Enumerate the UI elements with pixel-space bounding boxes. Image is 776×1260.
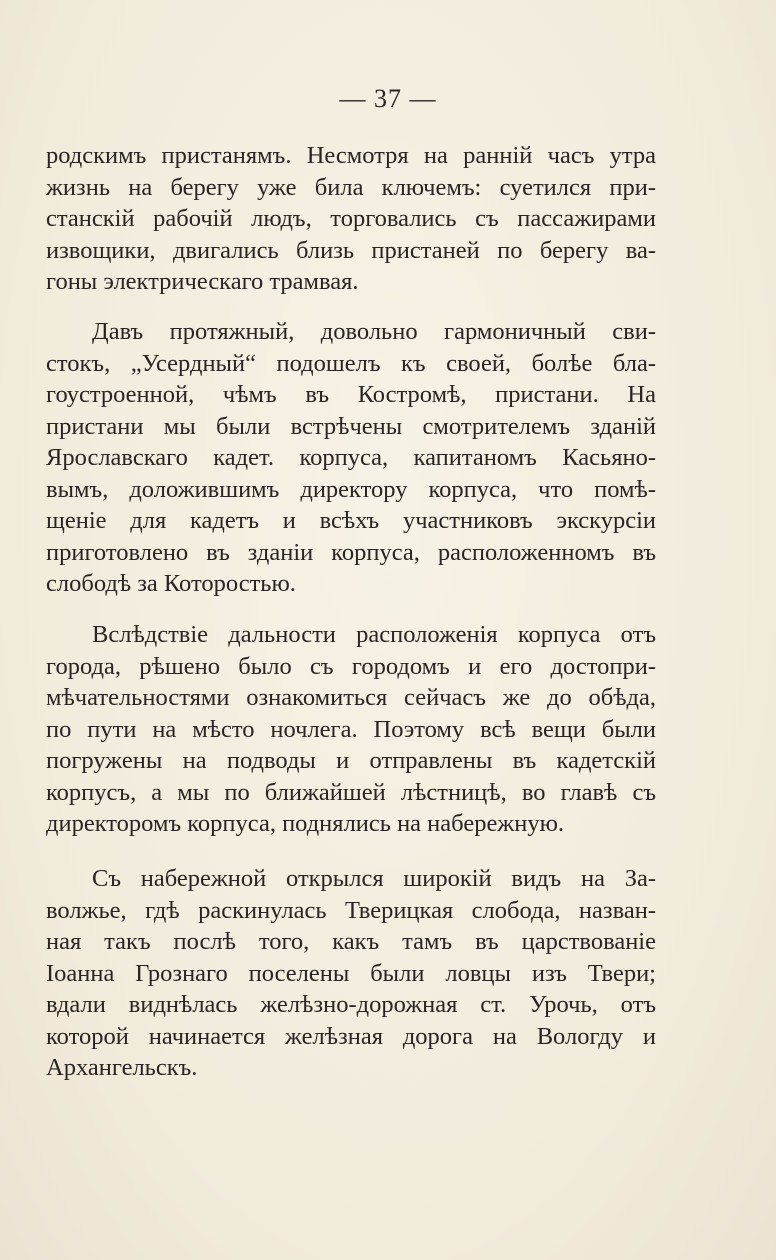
text-line: щенiе для кадетъ и всѣхъ участниковъ экскурсiи	[46, 507, 656, 534]
text-line: которой начинается желѣзная дорога на Вологду и	[46, 1022, 656, 1050]
paragraph-1	[46, 140, 656, 298]
text-line: Ярославскаго кадет. корпуса, капитаномъ Касьяно-	[46, 444, 656, 471]
text-line: извощики, двигались близь пристаней по берегу ва-	[46, 236, 656, 264]
text-line: вымъ, доложившимъ директору корпуса, что помѣ-	[46, 475, 656, 503]
text-line: мѣчательностями ознакомиться сейчасъ же до обѣда,	[46, 684, 656, 711]
paragraph-3	[46, 619, 656, 840]
paragraph-2	[46, 316, 656, 600]
text-line: Съ набережной открылся широкiй видъ на За-	[92, 865, 656, 892]
text-line: корпусъ, а мы по ближайшей лѣстницѣ, во главѣ съ	[46, 778, 656, 806]
text-line: по пути на мѣсто ночлега. Поэтому всѣ вещи были	[46, 715, 656, 743]
text-line: стокъ, „Усердный“ подошелъ къ своей, болѣе бла-	[46, 349, 656, 377]
text-line: жизнь на берегу уже била ключемъ: суетился при-	[46, 173, 656, 201]
text-line: родскимъ пристанямъ. Несмотря на раннiй часъ утра	[46, 142, 656, 169]
text-line: станскiй рабочiй людъ, торговались съ пассажирами	[46, 205, 656, 232]
text-line: Давъ протяжный, довольно гармоничный сви-	[92, 318, 656, 345]
text-line: приготовлено въ зданiи корпуса, расположенномъ въ	[46, 538, 656, 566]
text-line: пристани мы были встрѣчены смотрителемъ зданiй	[46, 412, 656, 440]
text-line: гоны электрическаго трамвая.	[46, 268, 359, 295]
paragraph-4	[46, 863, 656, 1084]
text-line: вдали виднѣлась желѣзно-дорожная ст. Урочь, отъ	[46, 991, 656, 1018]
text-line: директоромъ корпуса, поднялись на набережную.	[46, 810, 565, 837]
text-line: ная такъ послѣ того, какъ тамъ въ царствованiе	[46, 928, 656, 955]
text-line: Архангельскъ.	[46, 1054, 198, 1081]
text-line: погружены на подводы и отправлены въ кадетскiй	[46, 747, 656, 774]
text-line: Iоанна Грознаго поселены были ловцы изъ Твери;	[46, 959, 656, 987]
page-number: — 37 —	[339, 84, 437, 113]
text-line: волжье, гдѣ раскинулась Тверицкая слобода, назван-	[46, 896, 656, 924]
text-line: гоустроенной, чѣмъ въ Костромѣ, пристани. На	[46, 381, 656, 408]
text-line: Вслѣдствiе дальности расположенiя корпуса отъ	[92, 621, 656, 648]
text-line: слободѣ за Которостью.	[46, 570, 296, 597]
text-line: города, рѣшено было съ городомъ и его достопри-	[46, 652, 656, 680]
